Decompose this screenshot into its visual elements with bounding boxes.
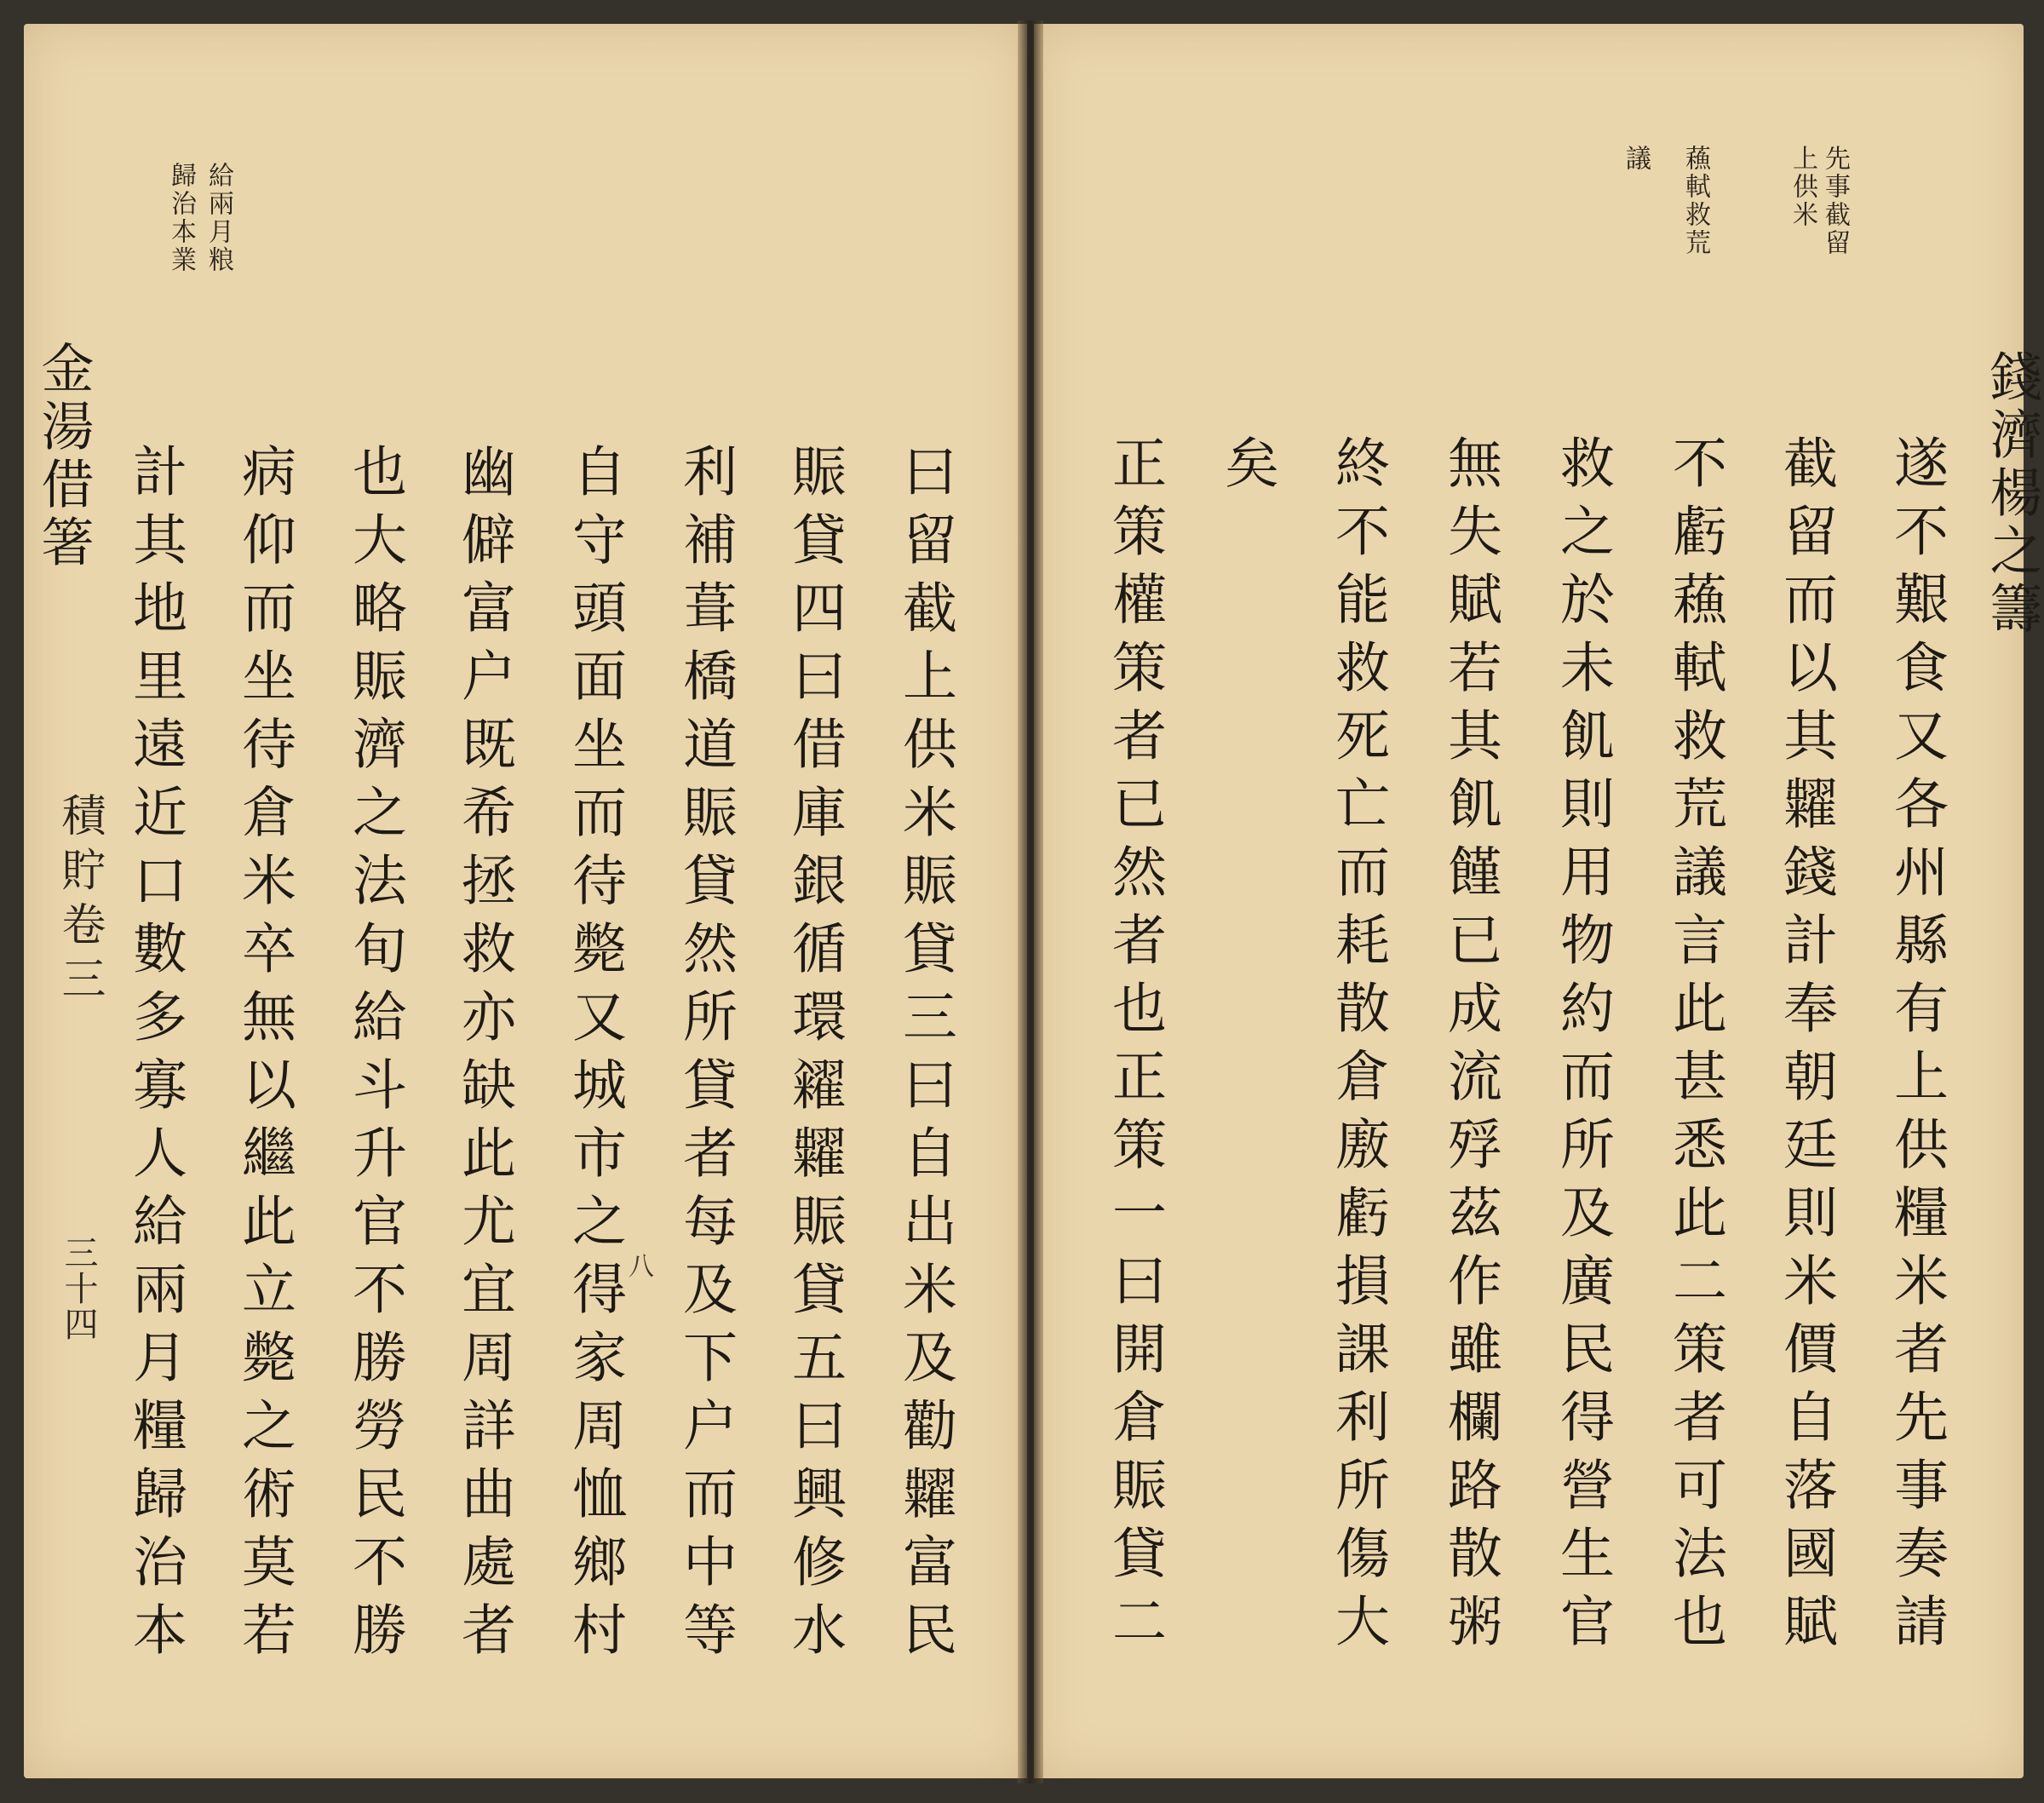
- left-text-column-7: 病仰而坐待倉米卒無以繼此立斃之術莫若: [233, 443, 296, 1669]
- left-text-column-4: 自守頭面坐而待斃又城市之得家周恤鄉村: [563, 443, 626, 1669]
- stray-mark: 八: [629, 1252, 654, 1282]
- right-note-1: 先事截留: [1820, 145, 1850, 257]
- right-text-column-8: 正策權策者已然者也正策一曰開倉賑貸二: [1103, 434, 1166, 1661]
- left-page-edge-title: 金湯借箸: [32, 341, 95, 572]
- left-text-column-3: 利補葺橋道賑貸然所貸者每及下户而中等: [674, 443, 737, 1669]
- left-text-column-1: 曰留截上供米賑貸三曰自出米及勸糶富民: [893, 443, 956, 1669]
- right-text-column-6: 終不能救死亡而耗散倉廒虧損課利所傷大: [1326, 434, 1389, 1661]
- right-text-column-5: 無失賦若其飢饉已成流殍茲作雖欄路散粥: [1438, 434, 1501, 1661]
- right-text-column-3: 不虧蘓軾救荒議言此甚悉此二策者可法也: [1663, 434, 1726, 1661]
- right-page-edge-title: 錢濟楊之籌: [1981, 349, 2043, 639]
- left-text-column-8: 計其地里遠近口數多寡人給兩月糧歸治本: [123, 443, 187, 1669]
- right-text-column-1: 遂不艱食又各州縣有上供糧米者先事奏請: [1885, 434, 1948, 1661]
- left-note-2: 歸治本業: [166, 162, 196, 274]
- right-text-column-7: 矣: [1215, 434, 1278, 502]
- right-note-2: 上供米: [1788, 145, 1817, 229]
- book-gutter: [1018, 20, 1043, 1783]
- right-page: [1034, 24, 2024, 1778]
- right-note-3: 蘓軾救荒: [1680, 145, 1710, 257]
- right-text-column-4: 救之於未飢則用物約而所及廣民得營生官: [1551, 434, 1614, 1661]
- left-note-1: 給兩月粮: [204, 162, 233, 274]
- left-text-column-2: 賑貸四曰借庫銀循環糴糶賑貸五曰興修水: [783, 443, 846, 1669]
- page-number: 三十四: [59, 1235, 98, 1342]
- left-text-column-5: 幽僻富户既希拯救亦缺此尤宜周詳曲處者: [452, 443, 515, 1669]
- section-mark: 積貯卷三: [54, 792, 105, 1010]
- right-note-4: 議: [1621, 145, 1651, 173]
- left-text-column-6: 也大略賑濟之法旬給斗升官不勝勞民不勝: [343, 443, 406, 1669]
- right-text-column-2: 截留而以其糶錢計奉朝廷則米價自落國賦: [1774, 434, 1837, 1661]
